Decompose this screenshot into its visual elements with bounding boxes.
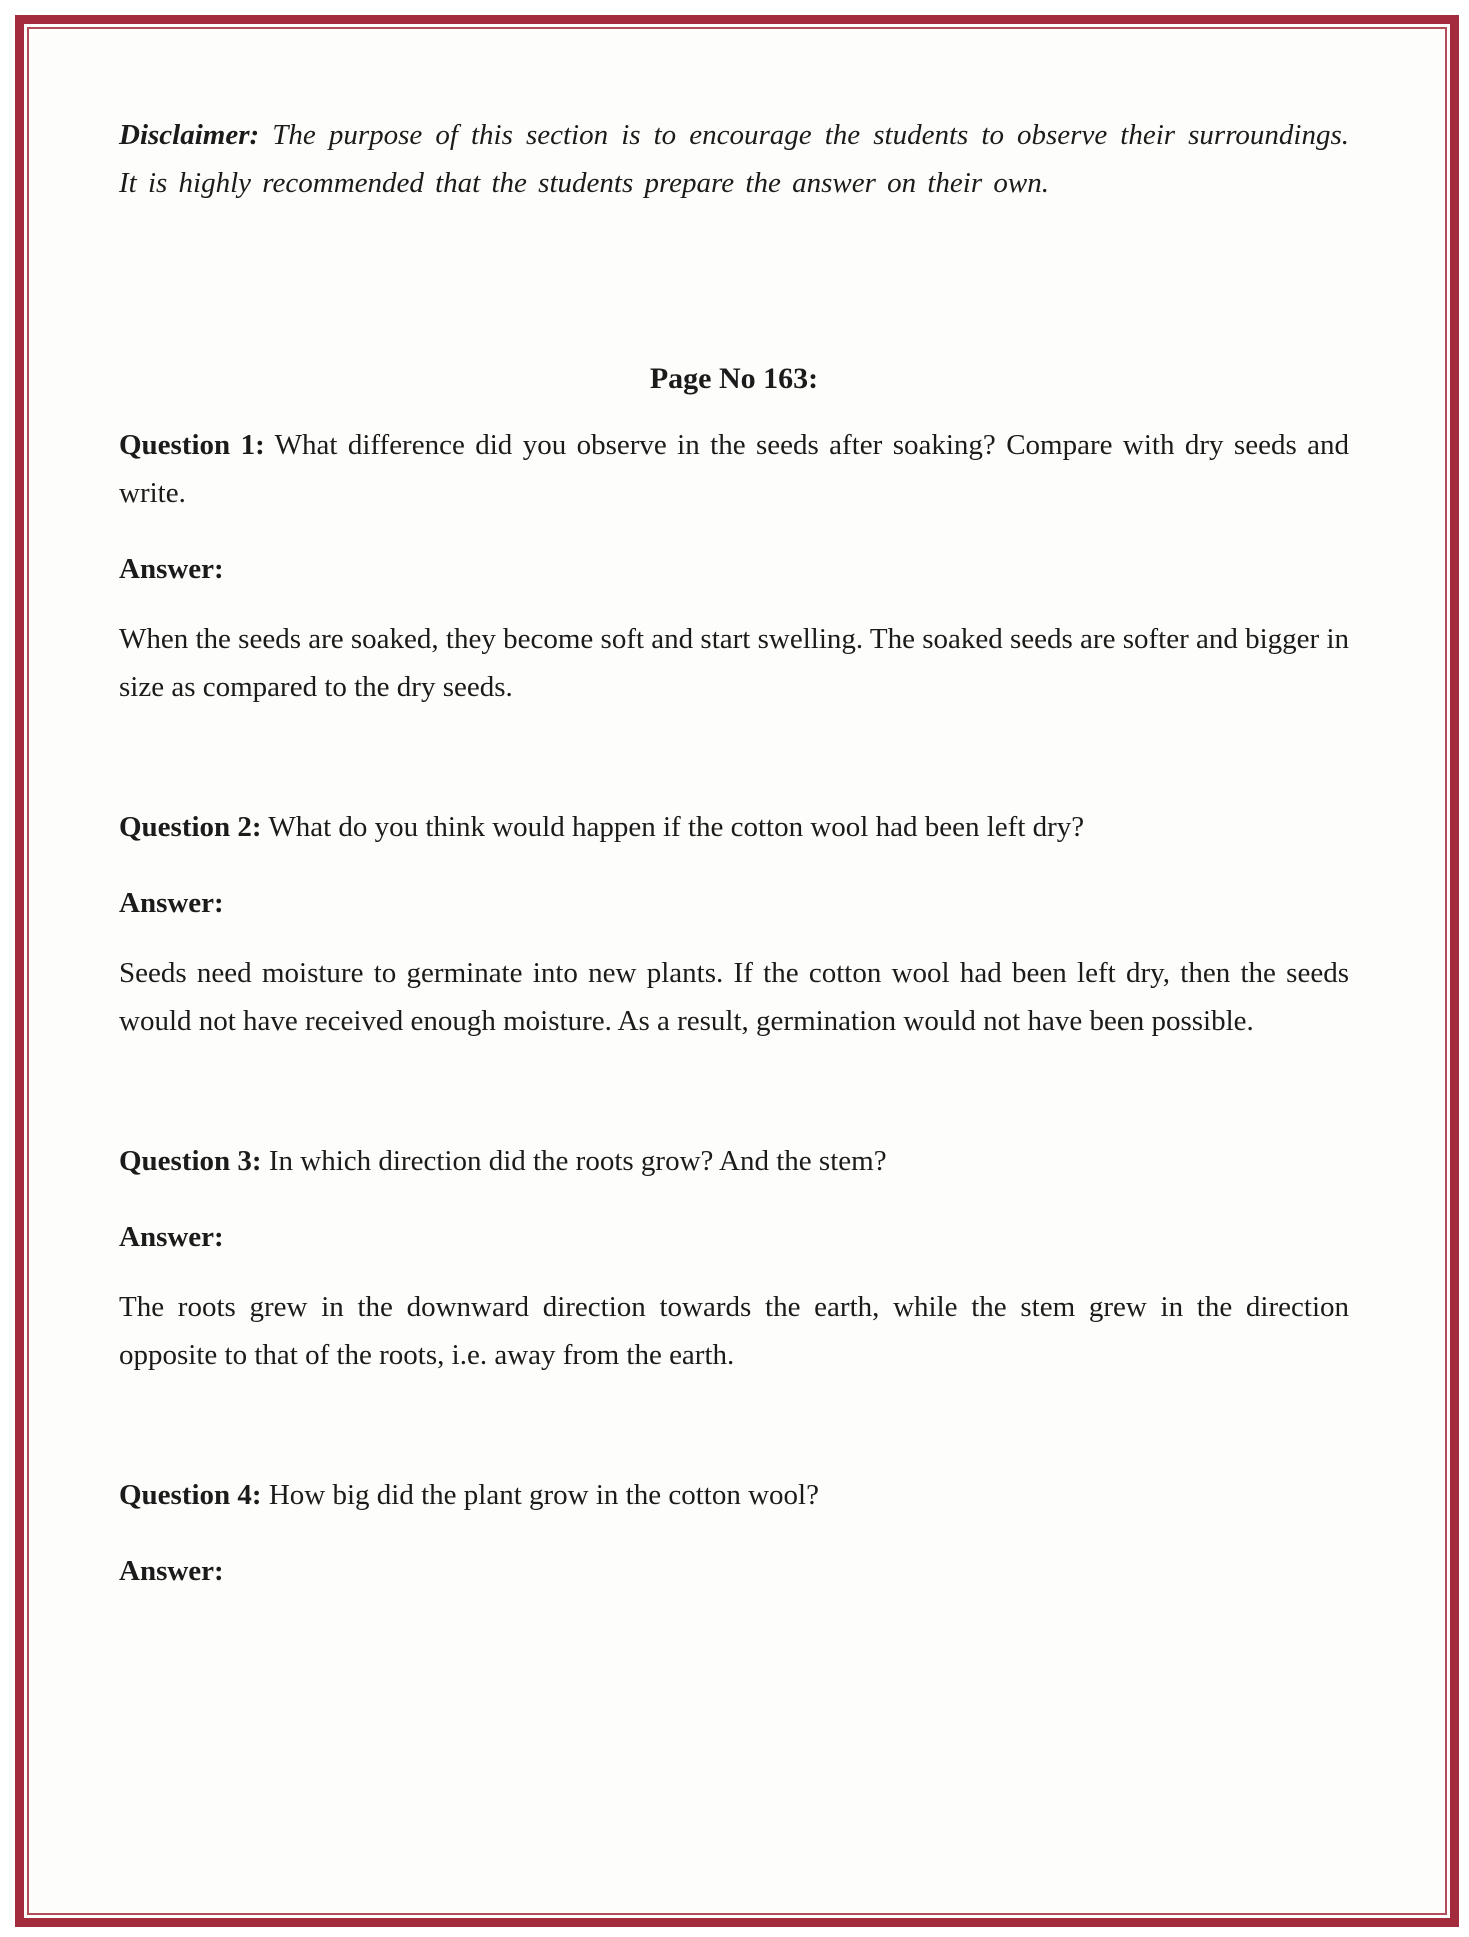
disclaimer-label: Disclaimer: [119, 119, 260, 151]
qa-block-2 [119, 803, 1349, 1045]
question-2-text: What do you think would happen if the cotton wool had been left dry? [268, 811, 1085, 843]
answer-2-label: Answer: [119, 887, 224, 919]
question-1-paragraph [119, 421, 1349, 517]
question-3-paragraph [119, 1137, 1349, 1185]
question-4-label: Question 4: [119, 1479, 262, 1511]
answer-1-text: When the seeds are soaked, they become soft and start swelling. The soaked seeds are softer and bigger in size as compared to the dry seeds. [119, 623, 1349, 703]
question-4-paragraph [119, 1471, 1349, 1519]
answer-3-text: The roots grew in the downward direction towards the earth, while the stem grew in the direction opposite to that of the roots, i.e. away from the earth. [119, 1291, 1349, 1371]
question-3-label: Question 3: [119, 1145, 262, 1177]
qa-block-1 [119, 421, 1349, 711]
question-1-text: What difference did you observe in the seeds after soaking? Compare with dry seeds and write. [119, 429, 1349, 509]
question-2-paragraph [119, 803, 1349, 851]
question-4-text: How big did the plant grow in the cotton wool? [268, 1479, 819, 1511]
answer-4-label: Answer: [119, 1555, 224, 1587]
question-3-text: In which direction did the roots grow? And the stem? [268, 1145, 887, 1177]
qa-block-3 [119, 1137, 1349, 1379]
disclaimer-paragraph [119, 111, 1349, 207]
question-1-label: Question 1: [119, 429, 265, 461]
page-content [29, 29, 1445, 1913]
qa-block-4 [119, 1471, 1349, 1595]
page-heading: Page No 163: [649, 362, 819, 395]
answer-3-label: Answer: [119, 1221, 224, 1253]
answer-2-text: Seeds need moisture to germinate into new plants. If the cotton wool had been left dry, then the seeds would not have received enough moisture. As a result, germination would not have been possible. [119, 957, 1349, 1037]
inner-border-frame [27, 27, 1447, 1915]
question-2-label: Question 2: [119, 811, 262, 843]
outer-border-frame [15, 15, 1459, 1927]
answer-1-label: Answer: [119, 553, 224, 585]
disclaimer-text: The purpose of this section is to encourage the students to observe their surroundings. It is highly recommended that the students prepare the answer on their own. [119, 119, 1350, 199]
